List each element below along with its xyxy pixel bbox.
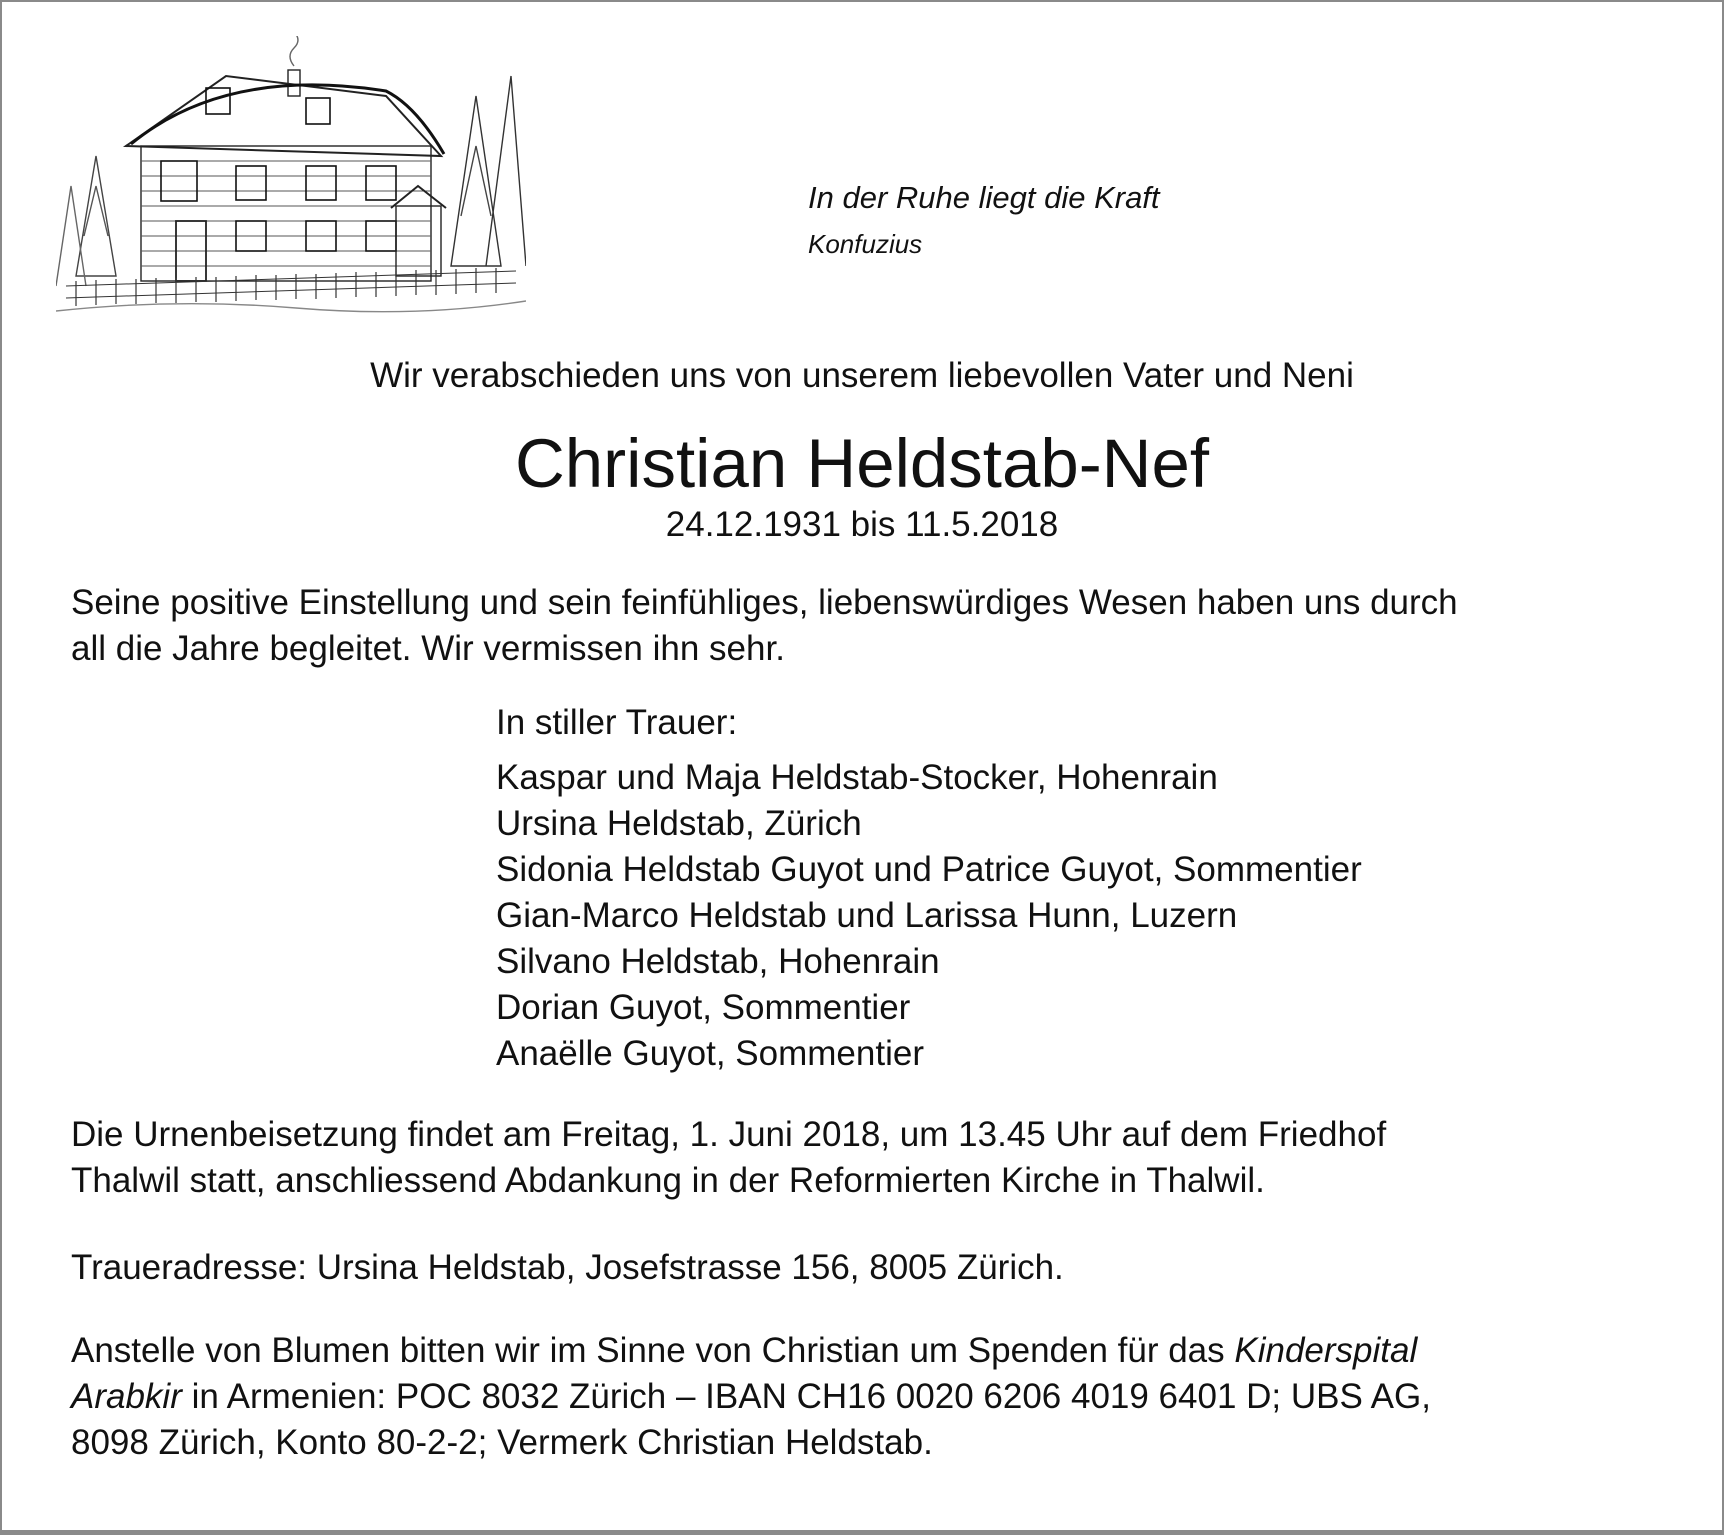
tribute-paragraph — [71, 580, 1671, 672]
list-item: Silvano Heldstab, Hohenrain — [496, 942, 940, 981]
quote-author: Konfuzius — [808, 229, 923, 259]
ceremony-line-2: Thalwil statt, anschliessend Abdankung in der Reformierten Kirche in Thalwil. — [71, 1161, 1265, 1200]
list-item: Kaspar und Maja Heldstab-Stocker, Hohenrain — [496, 758, 1218, 797]
deceased-name: Christian Heldstab-Nef — [514, 425, 1210, 502]
life-dates: 24.12.1931 bis 11.5.2018 — [665, 505, 1059, 544]
list-item: Sidonia Heldstab Guyot und Patrice Guyot, Sommentier — [496, 850, 1362, 889]
tribute-line-1: Seine positive Einstellung und sein feinfühliges, liebenswürdiges Wesen haben uns durch — [71, 583, 1458, 622]
donation-line-1-prefix: Anstelle von Blumen bitten wir im Sinne von Christian um Spenden für das — [71, 1331, 1235, 1370]
donation-line-2-rest: in Armenien: POC 8032 Zürich – IBAN CH16 0020 6206 4019 6401 D; UBS AG, — [181, 1377, 1431, 1416]
intro-line: Wir verabschieden uns von unserem liebevollen Vater und Neni — [370, 356, 1354, 395]
list-item: Gian-Marco Heldstab und Larissa Hunn, Luzern — [496, 896, 1238, 935]
chalet-in-snow-drawing-icon — [56, 36, 526, 321]
list-item: Ursina Heldstab, Zürich — [496, 804, 862, 843]
list-item: Dorian Guyot, Sommentier — [496, 988, 911, 1027]
ceremony-paragraph — [71, 1112, 1671, 1204]
donation-line-1-italic: Kinderspital — [1234, 1331, 1418, 1370]
mourners-list — [496, 755, 1362, 1077]
tribute-line-2: all die Jahre begleitet. Wir vermissen ihn sehr. — [71, 629, 785, 668]
quote-text: In der Ruhe liegt die Kraft — [808, 180, 1160, 215]
ceremony-line-1: Die Urnenbeisetzung findet am Freitag, 1. Juni 2018, um 13.45 Uhr auf dem Friedhof — [71, 1115, 1387, 1154]
donation-paragraph — [71, 1328, 1671, 1466]
donation-line-3: 8098 Zürich, Konto 80-2-2; Vermerk Christian Heldstab. — [71, 1423, 933, 1462]
address-line: Traueradresse: Ursina Heldstab, Josefstrasse 156, 8005 Zürich. — [71, 1248, 1064, 1287]
mourning-heading: In stiller Trauer: — [496, 703, 738, 742]
donation-line-2-italic: Arabkir — [71, 1377, 182, 1416]
list-item: Anaëlle Guyot, Sommentier — [496, 1034, 924, 1073]
